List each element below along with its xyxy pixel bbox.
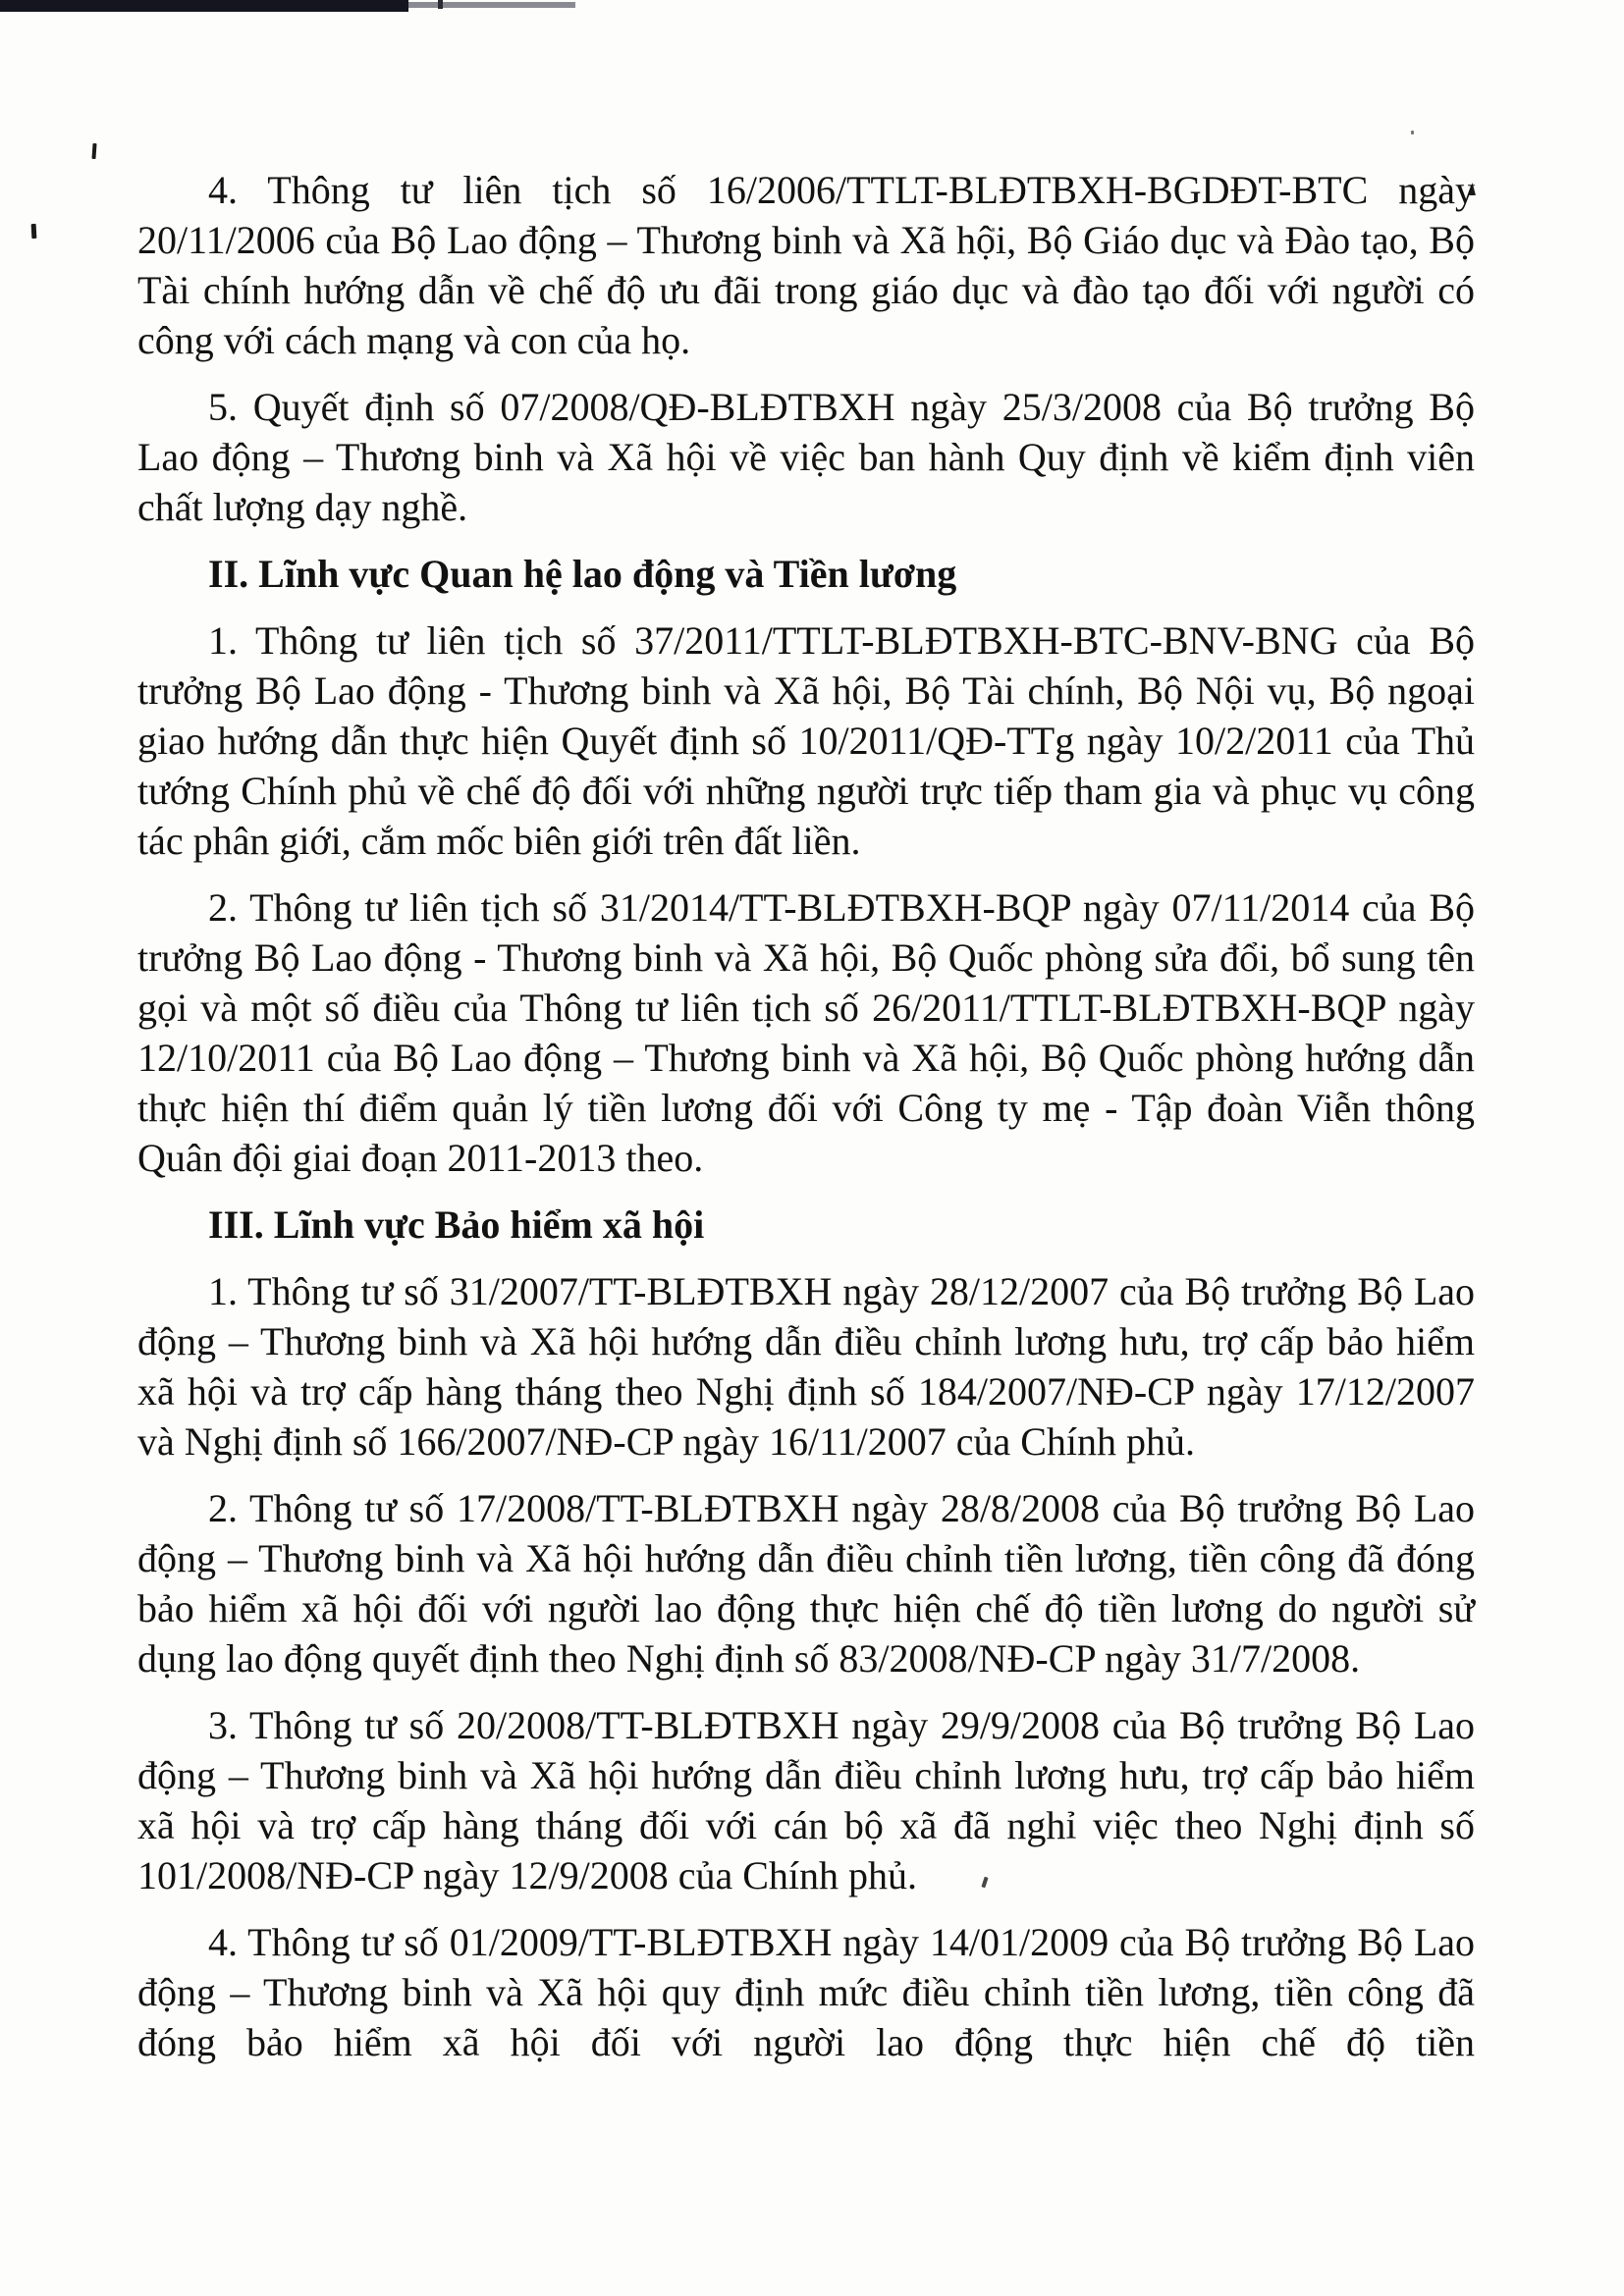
section-heading-social-insurance: III. Lĩnh vực Bảo hiểm xã hội — [208, 1202, 705, 1247]
scan-speck — [31, 224, 37, 239]
scan-speck — [438, 0, 443, 9]
section-heading-labour-relations: II. Lĩnh vực Quan hệ lao động và Tiền lương — [208, 552, 957, 596]
scan-speck — [91, 143, 96, 159]
list-item-insurance-1: 1. Thông tư số 31/2007/TT-BLĐTBXH ngày 28/12/2007 của Bộ trưởng Bộ Lao động – Thương binh và Xã hội hướng dẫn điều chỉnh lương hưu, trợ cấp bảo hiểm xã hội và trợ cấp hàng tháng theo Nghị định số 184/2007/NĐ-CP ngày 17/12/2007 và Nghị định số 166/2007/NĐ-CP ngày 16/11/2007 của Chính phủ. — [137, 1269, 1475, 1464]
document-body — [137, 165, 1475, 2084]
list-item-insurance-2: 2. Thông tư số 17/2008/TT-BLĐTBXH ngày 28/8/2008 của Bộ trưởng Bộ Lao động – Thương binh và Xã hội hướng dẫn điều chỉnh tiền lương, tiền công đã đóng bảo hiểm xã hội đối với người lao động thực hiện chế độ tiền lương do người sử dụng lao động quyết định theo Nghị định số 83/2008/NĐ-CP ngày 31/7/2008. — [137, 1486, 1475, 1681]
list-item-education-5: 5. Quyết định số 07/2008/QĐ-BLĐTBXH ngày 25/3/2008 của Bộ trưởng Bộ Lao động – Thương binh và Xã hội về việc ban hành Quy định về kiểm định viên chất lượng dạy nghề. — [137, 385, 1475, 529]
list-item-insurance-4: 4. Thông tư số 01/2009/TT-BLĐTBXH ngày 14/01/2009 của Bộ trưởng Bộ Lao động – Thương binh và Xã hội quy định mức điều chỉnh tiền lương, tiền công đã đóng bảo hiểm xã hội đối với người lao động thực hiện chế độ tiền — [137, 1920, 1475, 2064]
scan-edge-artifact — [0, 0, 408, 12]
scan-speck — [1411, 131, 1414, 134]
list-item-labour-1: 1. Thông tư liên tịch số 37/2011/TTLT-BLĐTBXH-BTC-BNV-BNG của Bộ trưởng Bộ Lao động - Thương binh và Xã hội, Bộ Tài chính, Bộ Nội vụ, Bộ ngoại giao hướng dẫn thực hiện Quyết định số 10/2011/QĐ-TTg ngày 10/2/2011 của Thủ tướng Chính phủ về chế độ đối với những người trực tiếp tham gia và phục vụ công tác phân giới, cắm mốc biên giới trên đất liền. — [137, 618, 1475, 863]
list-item-labour-2: 2. Thông tư liên tịch số 31/2014/TT-BLĐTBXH-BQP ngày 07/11/2014 của Bộ trưởng Bộ Lao động - Thương binh và Xã hội, Bộ Quốc phòng sửa đổi, bổ sung tên gọi và một số điều của Thông tư liên tịch số 26/2011/TTLT-BLĐTBXH-BQP ngày 12/10/2011 của Bộ Lao động – Thương binh và Xã hội, Bộ Quốc phòng hướng dẫn thực hiện thí điểm quản lý tiền lương đối với Công ty mẹ - Tập đoàn Viễn thông Quân đội giai đoạn 2011-2013 theo. — [137, 885, 1475, 1180]
list-item-insurance-3: 3. Thông tư số 20/2008/TT-BLĐTBXH ngày 29/9/2008 của Bộ trưởng Bộ Lao động – Thương binh và Xã hội hướng dẫn điều chỉnh lương hưu, trợ cấp bảo hiểm xã hội và trợ cấp hàng tháng đối với cán bộ xã đã nghỉ việc theo Nghị định số 101/2008/NĐ-CP ngày 12/9/2008 của Chính phủ. — [137, 1703, 1475, 1897]
scan-edge-artifact-faint — [408, 2, 575, 8]
list-item-education-4: 4. Thông tư liên tịch số 16/2006/TTLT-BLĐTBXH-BGDĐT-BTC ngày 20/11/2006 của Bộ Lao động – Thương binh và Xã hội, Bộ Giáo dục và Đào tạo, Bộ Tài chính hướng dẫn về chế độ ưu đãi trong giáo dục và đào tạo đối với người có công với cách mạng và con của họ. — [137, 168, 1475, 362]
